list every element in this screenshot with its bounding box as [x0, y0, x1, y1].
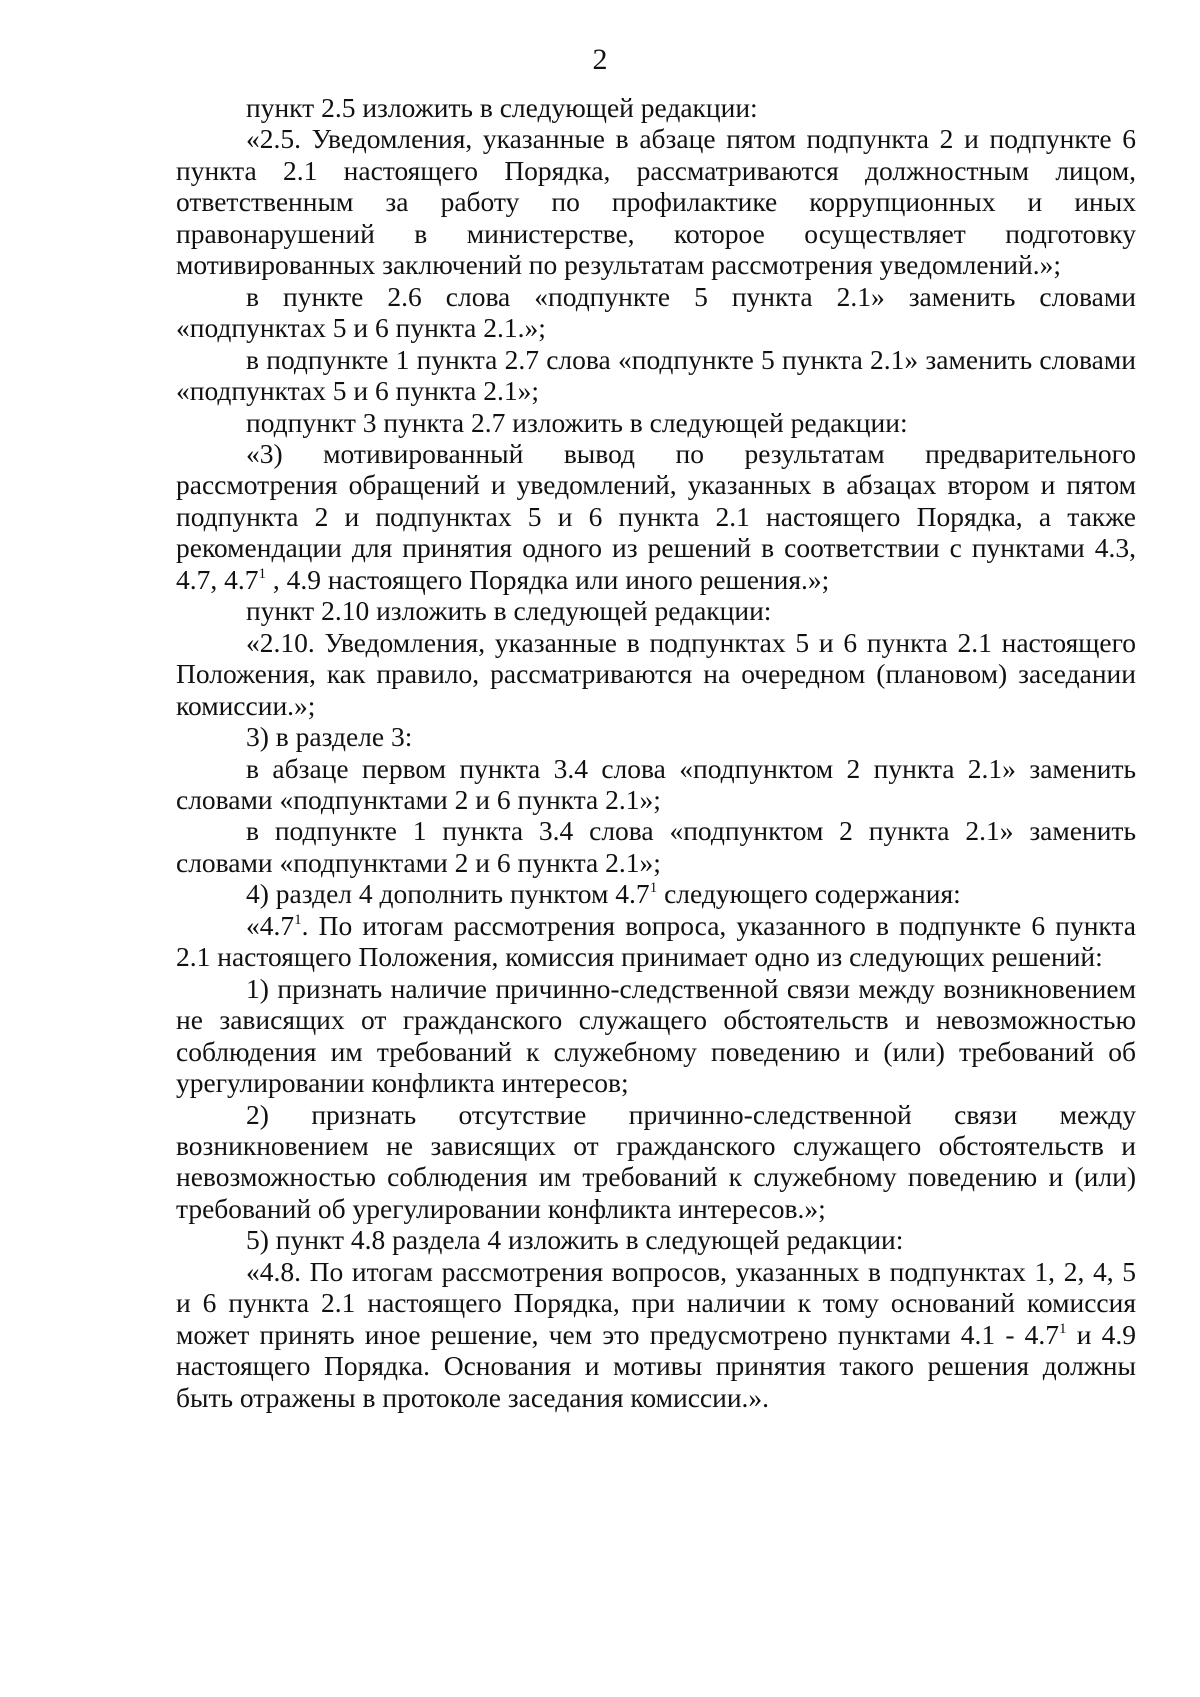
paragraph: пункт 2.5 изложить в следующей редакции:	[246, 92, 758, 123]
paragraph-text: , 4.9 настоящего Порядка или иного решения.»;	[266, 563, 830, 595]
paragraph-text: и 4.9 настоящего Порядка. Основания и мотивы принятия такого решения должны быть отражены в протоколе заседания комиссии.».	[176, 1318, 1136, 1413]
page-number: 2	[592, 43, 608, 76]
paragraph: «2.10. Уведомления, указанные в подпунктах 5 и 6 пункта 2.1 настоящего Положения, как правило, рассматриваются на очередном (плановом) заседании комиссии.»;	[176, 626, 1136, 721]
paragraph: пункт 2.10 изложить в следующей редакции:	[246, 595, 772, 627]
paragraph: в подпункте 1 пункта 3.4 слова «подпунктом 2 пункта 2.1» заменить словами «подпунктами 2 и 6 пункта 2.1»;	[176, 815, 1136, 878]
paragraph-text: «3) мотивированный вывод по результатам предварительного рассмотрения обращений и уведомлений, указанных в абзацах втором и пятом подпункта 2 и подпунктах 5 и 6 пункта 2.1 настоящего Порядка, а также рекомендации для принятия одного из решений в соответствии с пунктами 4.3, 4.7, 4.7	[176, 437, 1136, 595]
paragraph	[176, 438, 1136, 595]
paragraph: в подпункте 1 пункта 2.7 слова «подпункте 5 пункта 2.1» заменить словами «подпунктах 5 и 6 пункта 2.1»;	[176, 343, 1136, 407]
paragraph: 3) в разделе 3:	[246, 721, 413, 753]
document-body	[176, 92, 1136, 1413]
paragraph: 2) признать отсутствие причинно-следственной связи между возникновением не зависящих от гражданского служащего обстоятельств и невозможностью соблюдения им требований к служебному поведению и (или) требований об урегулировании конфликта интересов.»;	[176, 1098, 1136, 1224]
superscript: 1	[294, 911, 302, 928]
paragraph	[176, 1256, 1136, 1413]
superscript: 1	[1059, 1320, 1067, 1337]
paragraph: в абзаце первом пункта 3.4 слова «подпунктом 2 пункта 2.1» заменить словами «подпунктами 2 и 6 пункта 2.1»;	[176, 752, 1136, 815]
paragraph-text: «4.8. По итогам рассмотрения вопросов, указанных в подпунктах 1, 2, 4, 5 и 6 пункта 2.1 настоящего Порядка, при наличии к тому оснований комиссия может принять иное решение, чем это предусмотрено пунктами 4.1 - 4.7	[176, 1255, 1136, 1350]
paragraph: в пункте 2.6 слова «подпункте 5 пункта 2.1» заменить словами «подпунктах 5 и 6 пункта 2.1.»;	[176, 280, 1136, 344]
paragraph-text: следующего содержания:	[657, 878, 961, 910]
paragraph	[176, 878, 1136, 909]
paragraph-text: «4.7	[246, 909, 295, 941]
paragraph: «2.5. Уведомления, указанные в абзаце пятом подпункта 2 и подпункте 6 пункта 2.1 настоящего Порядка, рассматриваются должностным лицом, ответственным за работу по профилактике коррупционных и иных правонарушений в министерстве, которое осуществляет подготовку мотивированных заключений по результатам рассмотрения уведомлений.»;	[176, 123, 1136, 281]
superscript: 1	[258, 565, 266, 582]
paragraph: 1) признать наличие причинно-следственной связи между возникновением не зависящих от гражданского служащего обстоятельств и невозможностью соблюдения им требований к служебному поведению и (или) требований об урегулировании конфликта интересов;	[176, 972, 1136, 1099]
paragraph: 5) пункт 4.8 раздела 4 изложить в следующей редакции:	[246, 1224, 904, 1256]
paragraph: подпункт 3 пункта 2.7 изложить в следующей редакции:	[246, 406, 908, 438]
paragraph-text: 4) раздел 4 дополнить пунктом 4.7	[246, 878, 650, 910]
paragraph	[176, 910, 1136, 973]
superscript: 1	[649, 880, 658, 897]
paragraph-text: . По итогам рассмотрения вопроса, указанного в подпункте 6 пункта 2.1 настоящего Положения, комиссия принимает одно из следующих решений:	[176, 909, 1136, 973]
